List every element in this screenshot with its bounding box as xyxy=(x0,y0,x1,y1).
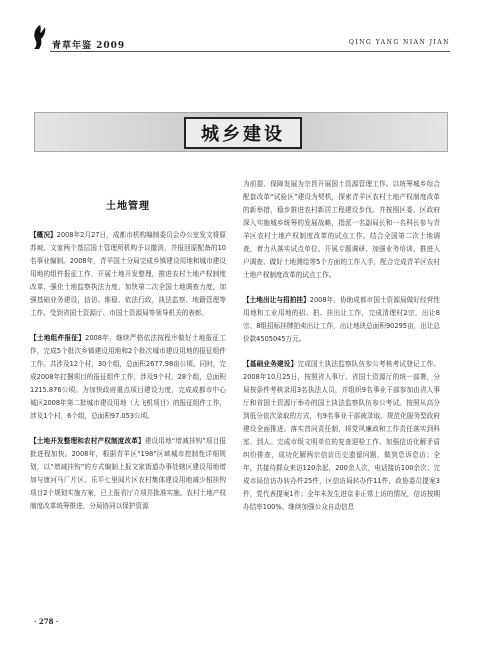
yearbook-logo-icon xyxy=(30,24,50,50)
section-title: 土地管理 xyxy=(106,201,150,212)
chapter-title-box xyxy=(184,117,302,149)
paragraph-land-transfer xyxy=(243,294,440,346)
paragraph-land-requisition xyxy=(30,332,226,423)
chapter-title: 城乡建设 xyxy=(201,124,285,145)
page-number: · 278 · xyxy=(34,617,59,626)
paragraph-text: 为前提、保障发展为宗旨开展国土资源管理工作。以统筹城乡综合配套改革“试验区”建设为契机，探索青羊区农村土地产权制度改革的新举措，稳步推进农村新居工程建设步伐。并按照区委、区政府深入实施城乡统筹的发展战略，指派一名副局长和一名科长参与青羊区农村土地产权制度改革的试点工作。结合全国第二次土地调查，着力从落实试点单位、开展专题调研、加强业务培训、推进入户调查、做好土地测绘等5个方面的工作入手，配合完成青羊区农村土地产权制度改革的试点工作。 xyxy=(243,180,440,279)
chapter-title-band xyxy=(34,112,448,152)
paragraph-heading: 【概况】 xyxy=(30,231,57,239)
yearbook-pinyin: QING YANG NIAN JIAN xyxy=(349,39,450,46)
running-header xyxy=(30,30,450,52)
paragraph-text: 建设用地“增减挂钩”项目报批进程加快。2008年，根据青羊区“198”区域城市控制性详细规划，以“增减挂钩”的方式编制上报文家街道办事处辖区建设用地增加与康河马厂片区、乐平七里闾片区农村集体建设用地减少相挂钩项目2个规划实施方案，已上报省厅立项并批准实施。农村土地产权制度改革统筹推进，分局协同以保护资源 xyxy=(30,437,226,510)
paragraph-overview xyxy=(30,229,226,320)
paragraph-heading: 【土地组件报征】 xyxy=(30,334,86,342)
paragraph-heading: 【土地开发整理和农村产权制度改革】 xyxy=(30,437,145,445)
yearbook-title: 青草年鉴 2009 xyxy=(52,41,126,51)
left-column xyxy=(30,178,226,513)
right-column xyxy=(243,178,440,514)
paragraph-heading: 【基础业务建设】 xyxy=(243,360,298,368)
paragraph-text: 2008年，继续严格依法按程序做好土地报征工作，完成5个批次乡镇建设用地和2个批次城市建设用地的报征组件工作。共涉及12个村，30个组，总面积2677.98亩公顷。同时，完成2008年打捆项目的报征组件工作，涉及9个村，28个组，总面积1215.876公顷。为加快政府重点项目建设力度，完成成都市中心城区2008年第二批城市建设用地（大飞机项目）的报征组件工作，涉及1个村，6个组，总面积97.053公顷。 xyxy=(30,334,227,420)
paragraph-basic-business xyxy=(243,358,440,514)
paragraph-text: 2008年，协助成都市国土资源局做好经营性用地和工业用地的招、拍、挂出让工作，完成清理村2宗，出让8宗、8组招标挂牌拍卖出让工作，出让地块总面积90295亩，出让总价款4505045万元。 xyxy=(243,296,441,343)
paragraph-land-development xyxy=(30,435,226,513)
paragraph-text: 完成国土执法监察队伍参公考核考试登记工作。2008年10月25日，按照省人事厅、省国土资源厅的统一部署，分局按条件考核录用3名执法人员，并组织9名事业干部参加由省人事厅和省国土资源厅举办的国土执法监察队伍参公考试。按照从高分到低分依次录取的方式，有9名事业干部被录取。规范化服务型政府建设全面推进。落实首问责任制，将党风廉政和工作责任落实到科室、到人。完成市级文明单位的复查迎检工作。加强信访化解矛盾纠纷排查，成功化解两宗信访历史遗留问题，做到息诉息访；全年，共接待群众来访120余起，200余人次，电话接访100余次；完成市局信访办转办件25件，区信访局转办件11件，政协委员提案3件，党代表提案1件；全年未发生进京非正常上访的情况，信访按期办结率100%。继续加强公众自动信息 xyxy=(243,360,441,511)
paragraph-heading: 【土地出让与招拍挂】 xyxy=(243,296,310,304)
paragraph-continued xyxy=(243,178,440,282)
header-rule xyxy=(50,51,450,52)
paragraph-text: 2008年2月27日，成都市机构编制委员会办公室发文将原苏坡、文家两个基层国土管理所机构予以撤消，并报回原配备的10名事业编制。2008年，青羊国土分局完成乡镇建设用地和城市建设用地的组件报征工作，开展土地开发整理，推进农村土地产权制度改革，强化土地监察执法力度，加快第二次全国土地调查力度，加强基础业务建设，信访、维稳、依法行政，执法监察、地籍管理等工作。受到省国土资源厅、市国土资源局等领导机关的表彰。 xyxy=(30,231,226,317)
